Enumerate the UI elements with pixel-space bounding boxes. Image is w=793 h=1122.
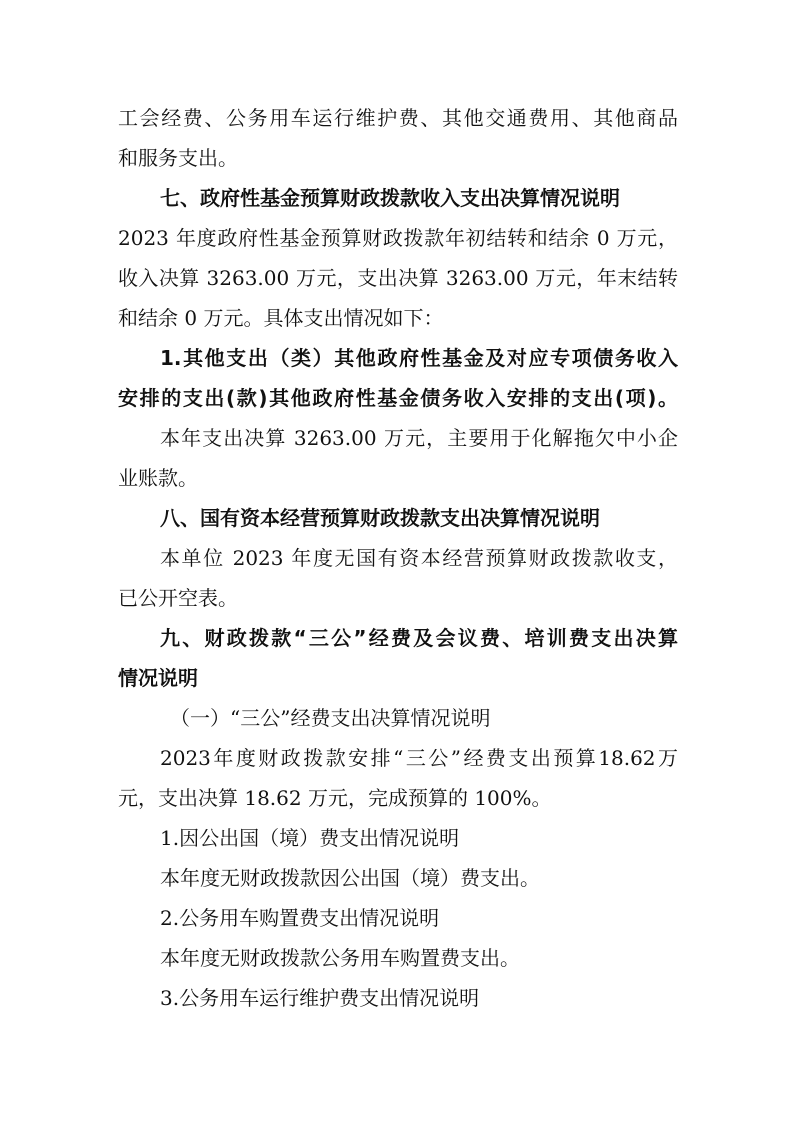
paragraph-line: 2023年度财政拨款安排“三公”经费支出预算18.62万 [160,746,678,770]
subsection-heading: 安排的支出(款)其他政府性基金债务收入安排的支出(项)。 [118,386,678,410]
paragraph-line: 和结余 0 万元。具体支出情况如下： [118,306,444,330]
paragraph-line: 和服务支出。 [118,146,238,170]
section-heading-7: 七、政府性基金预算财政拨款收入支出决算情况说明 [160,186,620,210]
paragraph-line: 2023 年度政府性基金预算财政拨款年初结转和结余 0 万元， [118,226,678,250]
item-text: 本年度无财政拨款公务用车购置费支出。 [160,946,520,970]
section-heading-9: 九、财政拨款“三公”经费及会议费、培训费支出决算 [160,626,678,650]
paragraph-line: 收入决算 3263.00 万元，支出决算 3263.00 万元，年末结转 [118,266,678,290]
paragraph-line: 元，支出决算 18.62 万元，完成预算的 100%。 [118,786,552,810]
item-title: 3.公务用车运行维护费支出情况说明 [160,986,480,1010]
paragraph-line: 本年支出决算 3263.00 万元，主要用于化解拖欠中小企 [160,426,678,450]
subsection-heading: （一）“三公”经费支出决算情况说明 [170,706,491,730]
item-title: 2.公务用车购置费支出情况说明 [160,906,440,930]
subsection-heading: 1.其他支出（类）其他政府性基金及对应专项债务收入 [160,346,678,370]
section-heading-8: 八、国有资本经营预算财政拨款支出决算情况说明 [160,506,600,530]
item-text: 本年度无财政拨款因公出国（境）费支出。 [160,866,540,890]
paragraph-line: 已公开空表。 [118,586,238,610]
section-heading-9: 情况说明 [118,666,198,690]
item-title: 1.因公出国（境）费支出情况说明 [160,826,460,850]
paragraph-line: 本单位 2023 年度无国有资本经营预算财政拨款收支， [160,546,678,570]
paragraph-line: 业账款。 [118,466,198,490]
paragraph-line: 工会经费、公务用车运行维护费、其他交通费用、其他商品 [118,106,678,130]
